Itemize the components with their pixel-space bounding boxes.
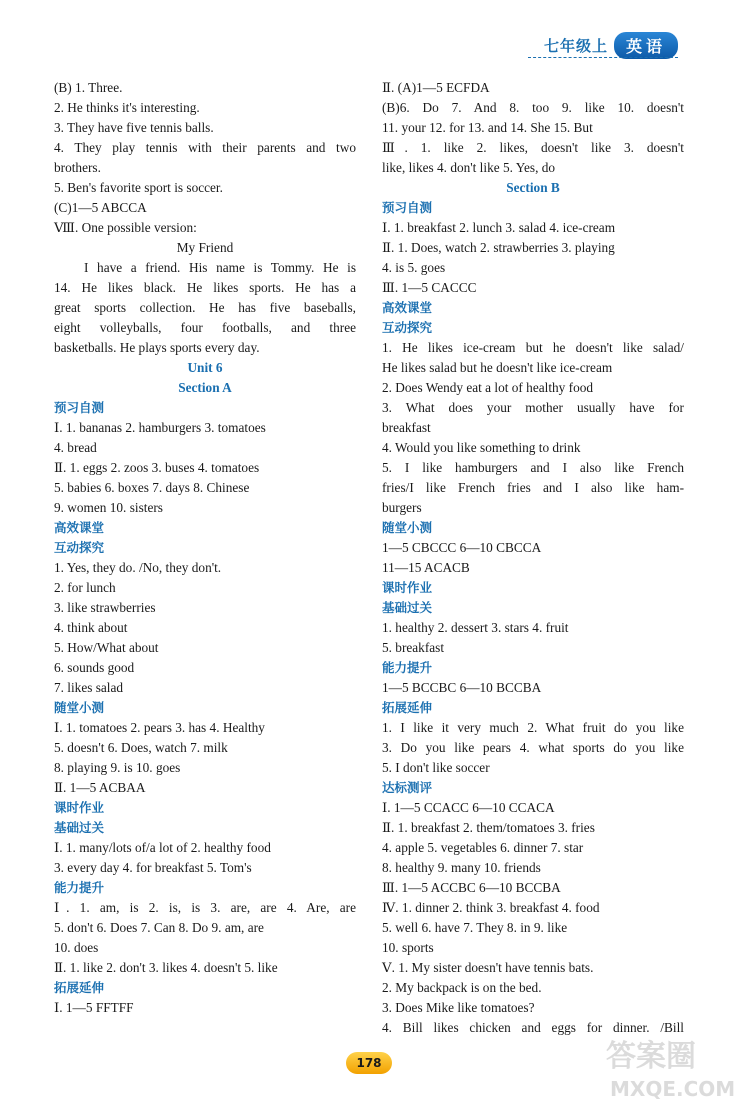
answer-line: 3. They have five tennis balls. — [54, 120, 214, 135]
answer-line: 3. Do you like pears 4. what sports do you like — [382, 740, 684, 755]
answer-line: like, likes 4. don't like 5. Yes, do — [382, 160, 556, 175]
answer-line: 1—5 CBCCC 6—10 CBCCA — [382, 540, 542, 555]
answer-line: Ⅱ. (A)1—5 ECFDA — [382, 80, 490, 95]
section-heading: 随堂小测 — [54, 700, 105, 715]
answer-line: Ⅰ. 1. tomatoes 2. pears 3. has 4. Healthy — [54, 720, 265, 735]
answer-line: breakfast — [382, 420, 431, 435]
answer-line: Ⅳ. 1. dinner 2. think 3. breakfast 4. food — [382, 900, 600, 915]
answer-line: 2. for lunch — [54, 580, 116, 595]
answer-line: 1. I like it very much 2. What fruit do you like — [382, 720, 684, 735]
answer-line: burgers — [382, 500, 422, 515]
answer-line: (B) 1. Three. — [54, 80, 123, 95]
answer-line: 1—5 BCCBC 6—10 BCCBA — [382, 680, 542, 695]
section-heading: 课时作业 — [54, 800, 105, 815]
answer-line: (B)6. Do 7. And 8. too 9. like 10. doesn't — [382, 100, 684, 115]
answer-line: 1. He likes ice-cream but he doesn't like salad/ — [382, 340, 684, 355]
answer-line: I have a friend. His name is Tommy. He is — [84, 260, 356, 275]
answer-line: Ⅱ. 1. breakfast 2. them/tomatoes 3. fries — [382, 820, 595, 835]
answer-line: eight volleyballs, four footballs, and three — [54, 320, 356, 335]
answer-line: 3. every day 4. for breakfast 5. Tom's — [54, 860, 252, 875]
answer-line: Ⅱ. 1. like 2. don't 3. likes 4. doesn't 5. like — [54, 960, 278, 975]
section-heading: 基础过关 — [54, 820, 105, 835]
answer-line: Ⅰ. 1. breakfast 2. lunch 3. salad 4. ice-cream — [382, 220, 616, 235]
answer-line: 11. your 12. for 13. and 14. She 15. But — [382, 120, 593, 135]
section-heading: 课时作业 — [382, 580, 433, 595]
answer-line: 4. is 5. goes — [382, 260, 446, 275]
answer-line: (C)1—5 ABCCA — [54, 200, 147, 215]
right-answer-column — [382, 78, 684, 1038]
answer-line: Ⅲ. 1. like 2. likes, doesn't like 3. doesn't — [382, 140, 684, 155]
unit-section-title: Unit 6 — [187, 360, 223, 375]
answer-line: 4. bread — [54, 440, 97, 455]
answer-line: Ⅰ. 1. bananas 2. hamburgers 3. tomatoes — [54, 420, 266, 435]
answer-line: 8. healthy 9. many 10. friends — [382, 860, 541, 875]
answer-line: 5. I like hamburgers and I also like French — [382, 460, 684, 475]
answer-line: 4. apple 5. vegetables 6. dinner 7. star — [382, 840, 584, 855]
section-heading: 预习自测 — [54, 400, 105, 415]
grade-label: 七年级上 — [543, 36, 608, 55]
answer-line: Ⅰ. 1—5 CCACC 6—10 CCACA — [382, 800, 555, 815]
section-heading: 高效课堂 — [382, 300, 433, 315]
answer-line: 2. Does Wendy eat a lot of healthy food — [382, 380, 594, 395]
answer-line: 10. sports — [382, 940, 434, 955]
answer-line: 5. I don't like soccer — [382, 760, 490, 775]
left-answer-column — [54, 78, 356, 1018]
answer-line: 7. likes salad — [54, 680, 124, 695]
answer-line: 1. healthy 2. dessert 3. stars 4. fruit — [382, 620, 569, 635]
answer-line: 11—15 ACACB — [382, 560, 470, 575]
answer-line: 2. My backpack is on the bed. — [382, 980, 542, 995]
answer-line: He likes salad but he doesn't like ice-cream — [382, 360, 613, 375]
answer-line: 10. does — [54, 940, 99, 955]
answer-line: 4. Would you like something to drink — [382, 440, 581, 455]
section-heading: 互动探究 — [54, 540, 105, 555]
page-header — [544, 30, 678, 60]
answer-line: 3. like strawberries — [54, 600, 156, 615]
answer-line: Ⅴ. 1. My sister doesn't have tennis bats. — [382, 960, 594, 975]
answer-line: 4. Bill likes chicken and eggs for dinner. /Bill — [382, 1020, 684, 1035]
answer-line: 2. He thinks it's interesting. — [54, 100, 200, 115]
answer-line: 8. playing 9. is 10. goes — [54, 760, 181, 775]
section-heading: 拓展延伸 — [382, 700, 433, 715]
answer-line: Ⅷ. One possible version: — [54, 220, 197, 235]
answer-line: fries/I like French fries and I also like ham- — [382, 480, 684, 495]
answer-line: 3. What does your mother usually have for — [382, 400, 684, 415]
svg-text:答案圈: 答案圈 — [606, 1039, 696, 1074]
answer-line: basketballs. He plays sports every day. — [54, 340, 260, 355]
unit-section-title: Section A — [178, 380, 232, 395]
section-heading: 基础过关 — [382, 600, 433, 615]
answer-line: Ⅲ. 1—5 ACCBC 6—10 BCCBA — [382, 880, 561, 895]
answer-line: 5. Ben's favorite sport is soccer. — [54, 180, 223, 195]
answer-line: Ⅰ. 1. many/lots of/a lot of 2. healthy food — [54, 840, 271, 855]
section-heading: 高效课堂 — [54, 520, 105, 535]
answer-line: 1. Yes, they do. /No, they don't. — [54, 560, 222, 575]
answer-line: great sports collection. He has five baseballs, — [54, 300, 356, 315]
answer-line: Ⅱ. 1. eggs 2. zoos 3. buses 4. tomatoes — [54, 460, 260, 475]
answer-line: 14. He likes black. He likes sports. He has a — [54, 280, 356, 295]
answer-line: Ⅲ. 1—5 CACCC — [382, 280, 477, 295]
svg-text:MXQE.COM: MXQE.COM — [610, 1077, 736, 1101]
answer-line: Ⅰ. 1. am, is 2. is, is 3. are, are 4. Are, are — [54, 900, 356, 915]
section-heading: 达标测评 — [382, 780, 433, 795]
answer-line: 4. They play tennis with their parents and two — [54, 140, 356, 155]
answer-line: Ⅱ. 1—5 ACBAA — [54, 780, 146, 795]
header-dashed-rule — [528, 57, 678, 58]
answer-line: 6. sounds good — [54, 660, 135, 675]
section-heading: 能力提升 — [54, 880, 105, 895]
subject-badge: 英语 — [614, 32, 678, 59]
answer-line: 5. babies 6. boxes 7. days 8. Chinese — [54, 480, 250, 495]
answer-line: 3. Does Mike like tomatoes? — [382, 1000, 535, 1015]
answer-line: 5. doesn't 6. Does, watch 7. milk — [54, 740, 228, 755]
answer-line: 9. women 10. sisters — [54, 500, 163, 515]
page-number: 178 — [346, 1052, 392, 1074]
watermark-logo — [598, 1032, 738, 1104]
answer-line: 5. don't 6. Does 7. Can 8. Do 9. am, are — [54, 920, 264, 935]
answer-line: brothers. — [54, 160, 101, 175]
answer-line: 5. How/What about — [54, 640, 159, 655]
section-heading: 拓展延伸 — [54, 980, 105, 995]
answer-line: 5. well 6. have 7. They 8. in 9. like — [382, 920, 568, 935]
section-heading: 预习自测 — [382, 200, 433, 215]
answer-line: Ⅰ. 1—5 FFTFF — [54, 1000, 134, 1015]
answer-line: 5. breakfast — [382, 640, 445, 655]
answer-line: My Friend — [176, 240, 234, 255]
section-heading: 能力提升 — [382, 660, 433, 675]
answer-line: 4. think about — [54, 620, 128, 635]
section-heading: 随堂小测 — [382, 520, 433, 535]
answer-line: Ⅱ. 1. Does, watch 2. strawberries 3. playing — [382, 240, 615, 255]
section-heading: 互动探究 — [382, 320, 433, 335]
unit-section-title: Section B — [506, 180, 560, 195]
